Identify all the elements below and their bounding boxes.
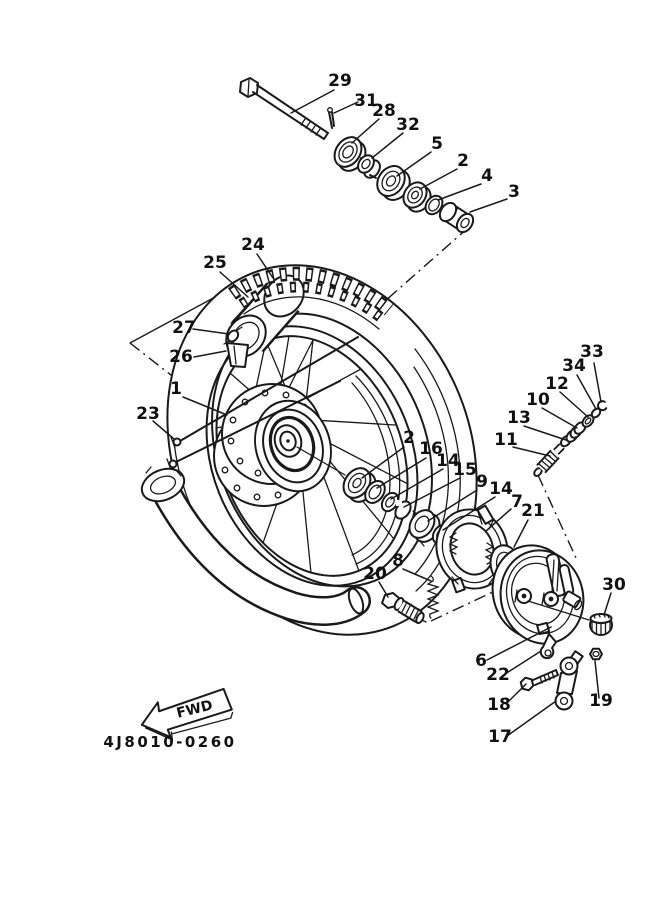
callout-5: 5	[431, 134, 443, 154]
callout-24: 24	[241, 235, 265, 255]
callout-6: 6	[475, 651, 487, 671]
callout-34: 34	[562, 356, 586, 376]
callout-16: 16	[419, 439, 443, 459]
valve-stem-drawing	[227, 343, 248, 367]
callout-19: 19	[589, 691, 613, 711]
callout-3: 3	[508, 182, 520, 202]
callout-4: 4	[481, 166, 493, 186]
callout-30: 30	[602, 575, 626, 595]
callout-32: 32	[396, 115, 420, 135]
callout-26: 26	[169, 347, 193, 367]
fwd-arrow-label: FWD	[174, 697, 215, 722]
callout-31: 31	[354, 91, 378, 111]
callout-11: 11	[494, 430, 518, 450]
callout-18: 18	[487, 695, 511, 715]
callout-14-outer: 14	[436, 451, 460, 471]
callout-1: 1	[170, 379, 182, 399]
drawing-number: 4J8010-0260	[103, 733, 237, 751]
pinch-bolt-drawing	[521, 670, 558, 690]
callout-25: 25	[203, 253, 227, 273]
callout-14-inner: 14	[489, 479, 513, 499]
callout-27: 27	[172, 318, 196, 338]
callout-33: 33	[580, 342, 604, 362]
callout-21: 21	[521, 501, 545, 521]
callout-2-axle: 2	[457, 151, 469, 171]
brake-lever-drawing	[556, 651, 583, 709]
lever-nut-drawing	[590, 649, 602, 659]
callout-10: 10	[526, 390, 550, 410]
callout-20: 20	[363, 564, 387, 584]
axle-nut-drawing	[590, 614, 612, 635]
callout-2-hub: 2	[403, 428, 415, 448]
callout-22: 22	[486, 665, 510, 685]
callout-29: 29	[328, 71, 352, 91]
axle-bolt-drawing	[240, 78, 328, 139]
callout-28: 28	[372, 101, 396, 121]
callout-17: 17	[488, 727, 512, 747]
callout-8: 8	[392, 551, 404, 571]
callout-15: 15	[453, 460, 477, 480]
callout-7: 7	[511, 492, 523, 512]
cable-adjuster-drawing	[533, 401, 606, 477]
callout-13: 13	[507, 408, 531, 428]
axle-pin-drawing	[328, 108, 334, 128]
callout-23: 23	[136, 404, 160, 424]
diagram-footer	[103, 685, 236, 751]
callout-9: 9	[476, 472, 488, 492]
callout-12: 12	[545, 374, 569, 394]
